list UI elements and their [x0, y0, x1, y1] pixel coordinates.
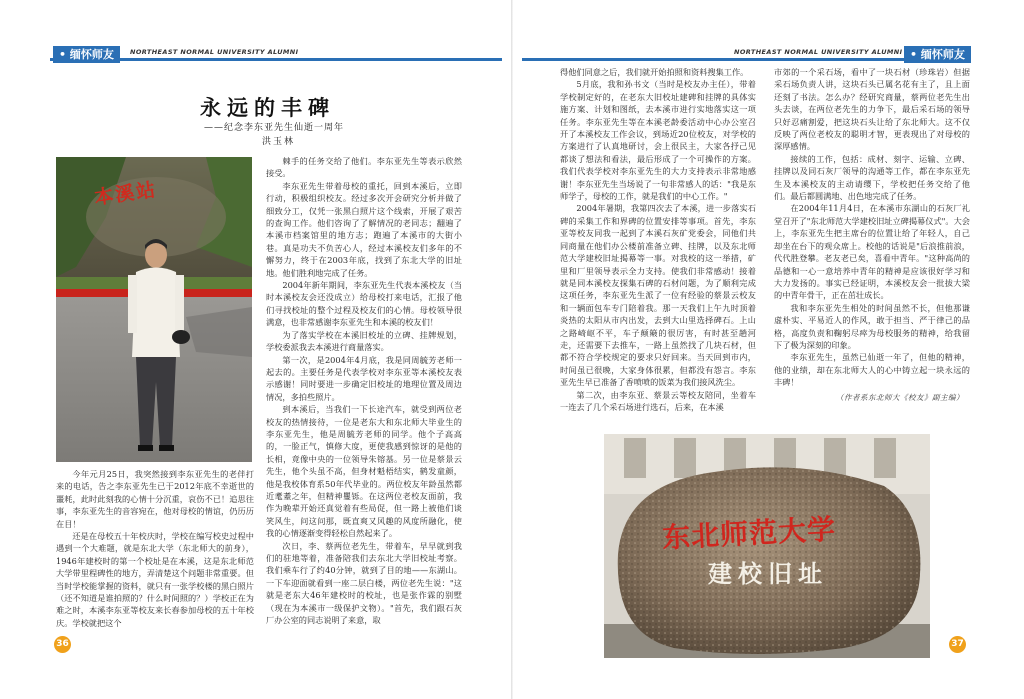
paragraph: 次日，李、蔡两位老先生，带着车，早早就到我们的驻地等着，准备陪我们去东北大学旧校址考察。我们乘车行了约40分钟，就到了目的地——东湖山。一下车迎面就看到一座二层白楼，两位老先生说："这就是老东大46年建校时的校址，也是张作霖的别墅（现在为本溪市一级保护文物）。"首先，我们跟石灰厂办公室的同志说明了来意，取 [266, 540, 462, 626]
station-sign-text: 本溪站 [92, 178, 159, 210]
paragraph: 棘手的任务交给了他们。李东亚先生等表示欣然接受。 [266, 156, 462, 179]
paragraph: 得他们同意之后，我们就开始拍照和资料搜集工作。 [560, 67, 749, 77]
article-author: 洪玉林 [262, 137, 296, 147]
page-number-left: 36 [54, 636, 71, 653]
left-column-right [266, 155, 462, 626]
paragraph: 接续的工作，包括：成材、刻字、运输、立碑、挂牌以及同石灰厂领导的沟通等工作，都在李东亚先生及本溪校友的主动请缨下，学校把任务交给了他们。最后都圆满地、出色地完成了任务。 [774, 153, 970, 202]
portrait-photo-graphic [56, 157, 252, 462]
paragraph: 还是在母校五十年校庆时，学校在编写校史过程中遇到一个大难题，就是东北大学（东北师大的前身），1946年建校时的第一个校址是在本溪，这是东北师范大学带里程碑性的地方，弄清楚这个问题非常重要。但当时学校能掌握的资料，就只有一张学校楼的黑白照片（还不知道是谁拍照的？什么时间照的？）学校正在为难之时，本溪李东亚等校友来长春参加母校的五十年校庆。学校就把这个 [56, 531, 254, 628]
magazine-name-right: NORTHEAST NORMAL UNIVERSITY ALUMNI [734, 48, 903, 56]
stone-inscription-subtitle: 建校旧址 [708, 560, 828, 588]
paragraph: 李东亚先生，虽然已仙逝一年了，但他的精神，他的业绩，却在东北师大人的心中铸立起一块永远的丰碑！ [774, 352, 970, 388]
paragraph: 在2004年11月4日，在本溪市东湖山的石灰厂礼堂召开了"东北师范大学建校旧址立碑揭幕仪式"。大会上，李东亚先生把主席台的位置让给了年轻人，自己却坐在台下的观众席上。校他的话说是"后浪推前浪，代代胜登攀。老友老已矣，喜看中青年。"这种高尚的品德和一心一意培养中青年的精神是应该很好学习和大力发扬的。事实已经证明，本溪校友会一批拔大梁的中青年骨干，正在茁壮成长。 [774, 203, 970, 301]
stone-inscription-title: 东北师范大学 [661, 512, 837, 555]
portrait-photo [56, 157, 252, 462]
paragraph: 市郊的一个采石场，看中了一块石材（珍珠岩）但据采石场负责人讲，这块石头已属名花有主了，且上面还刻了书法。怎么办？经研究商量，蔡两位老先生出头去谈，在两位老先生的力争下，最后采石场的领导只好忍痛割爱，把这块石头让给了东北师大。这不仅反映了两位老校友的聪明才智，更表现出了对母校的深厚感情。 [774, 67, 970, 152]
paragraph: 为了落实学校在本溪旧校址的立碑、挂牌规划，学校委派我去本溪进行商量落实。 [266, 329, 462, 353]
magazine-name-left: NORTHEAST NORMAL UNIVERSITY ALUMNI [130, 48, 299, 56]
paragraph: 第一次，是2004年4月底，我是同周毓芳老师一起去的。主要任务是代表学校对李东亚等本溪校友表示感谢！同时要进一步确定旧校址的地理位置及周边情况，多拍些照片。 [266, 354, 462, 402]
left-column-bottom [56, 468, 254, 629]
article-title: 永远的丰碑 [200, 96, 335, 120]
section-tab-right: • 缅怀师友 [904, 46, 971, 63]
paragraph: 5月底，我和孙书文（当时是校友办主任），带着学校制定好的，在老东大旧校址建碑和挂牌的具体实施方案、计划和图纸，去本溪市进行实地落实这一项任务。李东亚先生等在本溪老龄委活动中心办公室召开了本溪校友工作会议，到场近20位校友，对学校的方案进行了认真地研讨，会上很民主，大家各抒己见都谈了想法和看法，最后形成了一个可操作的方案。我们代表学校对李东亚先生的大力支持表示非常地感谢！李东亚先生当场说了一句非常感人的话："我是东师学子，母校的工作，就是我们的中心工作。" [560, 79, 756, 202]
paragraph: 第二次，由李东亚、蔡景云等校友陪同，坐着车一连去了几个采石场进行选石，后来，在本溪 [560, 389, 756, 412]
section-tab-left: • 缅怀师友 [53, 46, 120, 63]
header-rule-right [522, 58, 968, 61]
paragraph: 到本溪后，当我们一下长途汽车，就受到两位老校友的热情接待，一位是老东大和东北师大毕业生的李东亚先生，他是周毓芳老师的同学。他个子高高的，一脸正气，慎修大度，更使我感到惊讶的是他的长相，竟像中央的一位领导朱镕基。另一位是蔡景云先生，他个头虽不高，但身材魁梧结实，鹤发童颜，他是我校体育系50年代毕业的。两位校友年龄虽然都近耄耋之年，但精神矍铄。在这两位老校友面前，我作为晚辈开始还真觉着有些局促，但一路上被他们谈笑风生，问这问那，既直爽又风趣的风度所融化，使我的心情逐渐变得轻松自然起来了。 [266, 404, 462, 539]
author-note: （作者系东北师大《校友》副主编） [836, 393, 964, 402]
page-number-right: 37 [949, 636, 966, 653]
paragraph: 2004年新年期间，李东亚先生代表本溪校友（当时本溪校友会还没成立）给母校打来电话，汇报了他们寻找校址的整个过程及校友们的心情。母校领导很满意，也非常感谢李东亚先生和本溪的校友们！ [266, 280, 462, 328]
right-column-left [560, 66, 756, 413]
monument-stone-photo [604, 434, 930, 658]
right-column-right [774, 66, 970, 389]
article-subtitle: ——纪念李东亚先生仙逝一周年 [204, 123, 345, 133]
paragraph: 我和李东亚先生相处的时间虽然不长，但他那谦虚朴实、平易近人的作风，敢于担当、严于律己的品格，高度负责和鞠躬尽瘁为母校服务的精神，给我留下了极为深刻的印象。 [774, 302, 970, 350]
right-page [512, 0, 1024, 699]
paragraph: 今年元月25日，我突然接到李东亚先生的老伴打来的电话，告之李东亚先生已于2012年底不幸逝世的噩耗，此时此刻我的心情十分沉重，哀伤不已！追思往事，李东亚先生的音容宛在，他对母校的情谊，仍历历在目！ [56, 469, 254, 529]
paragraph: 2004年暑期，我第四次去了本溪，进一步落实石碑的采集工作和界碑的位置安排等事项。首先，李东亚等校友同我一起到了本溪石灰矿党委会，同他们共同商量在他们办公楼前准备立碑、挂牌，以及东北师范大学建校旧址揭幕等一事。对我校的这一举措，矿里和厂里领导表示全力支持。使我们非常感动！接着就是同本溪校友探集石碑的石材问题，为了顺利完成这项任务，李东亚先生派了一位有经验的蔡景云校友和一辆面包车专门陪着我。那一天我们上午九时顶着炎热的太阳从市内出发，去到大山里选择碑石。上山之路崎岖不平，车子颠簸的很厉害，有时甚至趟河走，还需要下去推车，一路上虽然找了几块石材，但都不符合学校规定的要求只好回来。当天回到市内，时间虽已很晚，大家身体很累，但都没有怨言。李东亚先生早已准备了香喷喷的饭菜为我们接风洗尘。 [560, 203, 756, 388]
paragraph: 李东亚先生带着母校的重托，回到本溪后，立即行动，积极组织校友。经过多次开会研究分析并做了细致分工，仅凭一张黑白照片这个线索，开展了艰苦的查询工作。他们咨询了了解情况的老同志；翻遍了本溪市档案馆里的地方志；跑遍了本溪市的大街小巷。真是功夫不负苦心人，经过本溪校友们多年的不懈努力，终于在2003年底，找到了东北大学的旧址地。他们胜利地完成了任务。 [266, 180, 462, 278]
